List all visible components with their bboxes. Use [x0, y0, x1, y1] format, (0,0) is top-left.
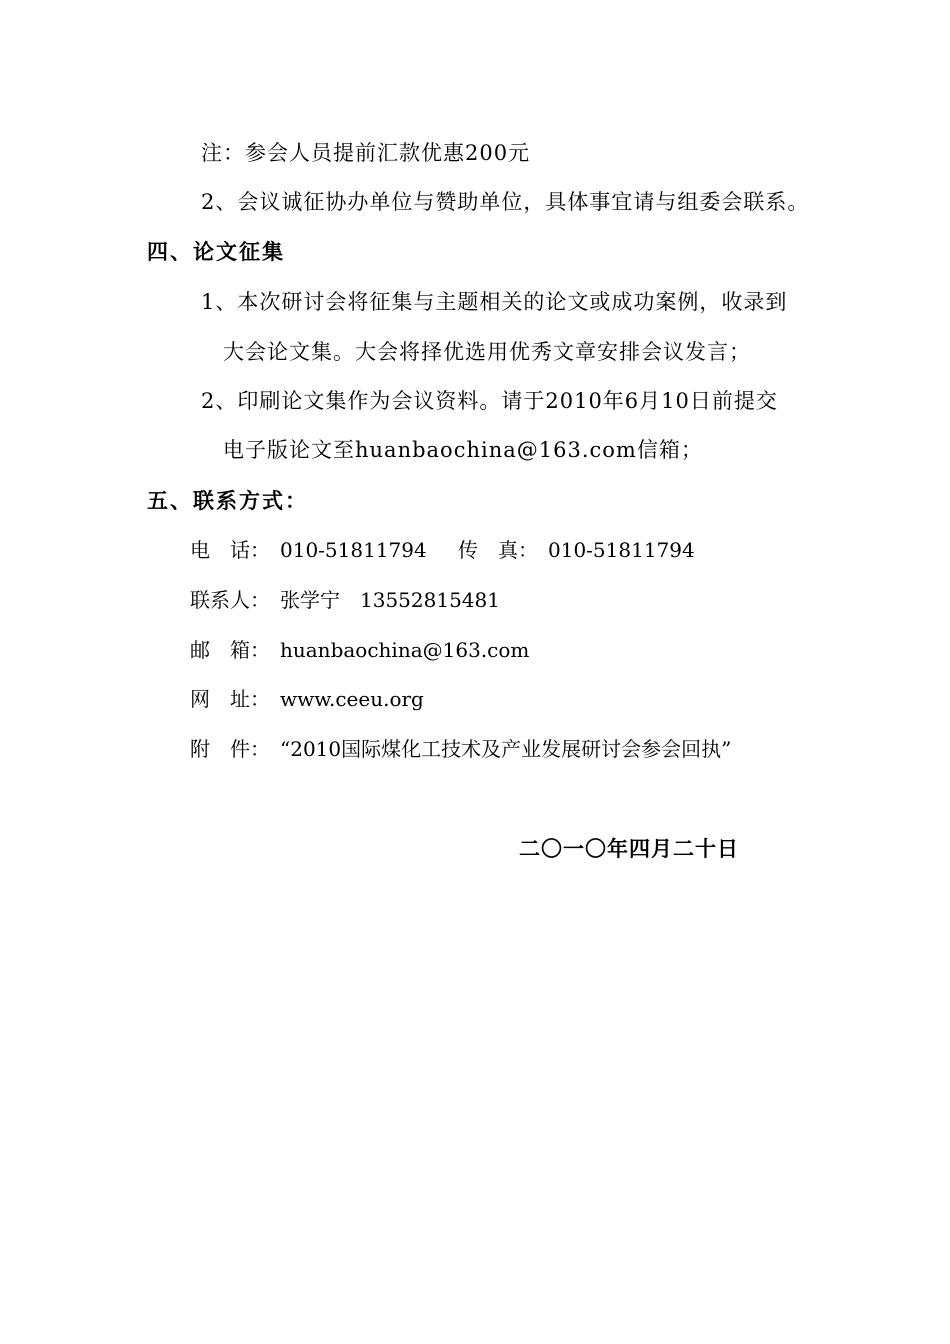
attachment-row — [190, 736, 731, 762]
attachment-label: 附 件： — [190, 737, 270, 761]
email-value[interactable]: huanbaochina@163.com — [280, 638, 530, 662]
papers-item-2-line-2: 电子版论文至huanbaochina@163.com信箱； — [223, 438, 703, 462]
sponsor-item: 2、会议诚征协办单位与赞助单位，具体事宜请与组委会联系。 — [201, 190, 810, 214]
papers-item-1-line-2: 大会论文集。大会将择优选用优秀文章安排会议发言； — [223, 340, 751, 364]
document-date: 二〇一〇年四月二十日 — [519, 836, 739, 861]
phone-value: 010-51811794 — [280, 538, 427, 562]
attachment-value: “2010国际煤化工技术及产业发展研讨会参会回执” — [280, 737, 732, 761]
website-label: 网 址： — [190, 687, 270, 711]
fax-label: 传 真： — [458, 538, 538, 562]
phone-fax-row — [190, 537, 710, 563]
papers-item-2-line-1: 2、印刷论文集作为会议资料。请于2010年6月10日前提交 — [201, 389, 778, 413]
website-row — [190, 686, 424, 712]
email-row — [190, 637, 529, 663]
fee-note: 注：参会人员提前汇款优惠200元 — [201, 141, 531, 165]
contact-person-row — [190, 587, 500, 613]
papers-item-1-line-1: 1、本次研讨会将征集与主题相关的论文或成功案例，收录到 — [201, 290, 788, 314]
website-value[interactable]: www.ceeu.org — [280, 687, 424, 711]
section-heading-contact: 五、联系方式： — [147, 488, 308, 513]
contact-label: 联系人： — [190, 588, 270, 612]
contact-value: 张学宁 13552815481 — [280, 588, 500, 612]
fax-value: 010-51811794 — [548, 538, 695, 562]
section-heading-papers: 四、论文征集 — [147, 239, 285, 264]
fax-group — [458, 537, 695, 563]
email-label: 邮 箱： — [190, 638, 270, 662]
phone-label: 电 话： — [190, 538, 270, 562]
